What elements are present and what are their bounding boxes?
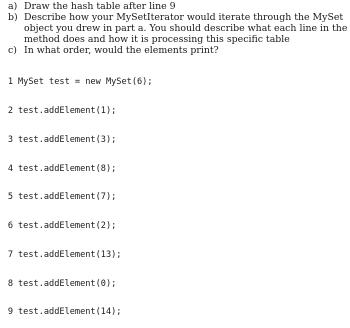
question-text: In what order, would the elements print? [24, 45, 219, 56]
line-number: 4 [7, 163, 13, 174]
code-text: test.addElement(1); [18, 105, 117, 116]
line-number: 6 [7, 221, 13, 232]
code-listing [3, 59, 153, 328]
code-text: test.addElement(0); [18, 278, 117, 289]
line-number: 2 [7, 105, 13, 116]
code-line [3, 78, 153, 88]
code-line [3, 251, 153, 261]
line-number: 7 [7, 249, 13, 260]
question-b [8, 12, 348, 45]
code-line [3, 107, 153, 117]
question-marker: c) [8, 45, 17, 56]
line-number: 9 [7, 307, 13, 318]
code-line [3, 165, 153, 175]
question-marker: b) [8, 12, 18, 23]
code-text: test.addElement(14); [18, 307, 122, 318]
question-text: Draw the hash table after line 9 [24, 1, 176, 12]
question-a [8, 1, 348, 12]
code-text: test.addElement(13); [18, 249, 122, 260]
code-text: test.addElement(8); [18, 163, 117, 174]
code-line [3, 136, 153, 146]
code-text: test.addElement(7); [18, 192, 117, 203]
question-c [8, 45, 348, 56]
line-number: 5 [7, 192, 13, 203]
question-list [8, 1, 348, 56]
code-line [3, 308, 153, 318]
code-text: test.addElement(2); [18, 221, 117, 232]
line-number: 1 [7, 77, 13, 88]
question-marker: a) [8, 1, 18, 12]
line-number: 8 [7, 278, 13, 289]
line-number: 3 [7, 134, 13, 145]
code-line [3, 222, 153, 232]
code-text: MySet test = new MySet(6); [18, 77, 153, 88]
code-line [3, 193, 153, 203]
question-text: Describe how your MySetIterator would iterate through the MySet object you drew in part a. You should describe what each line in the method does and how it is processing this specific table [24, 12, 348, 45]
code-text: test.addElement(3); [18, 134, 117, 145]
code-line [3, 280, 153, 290]
